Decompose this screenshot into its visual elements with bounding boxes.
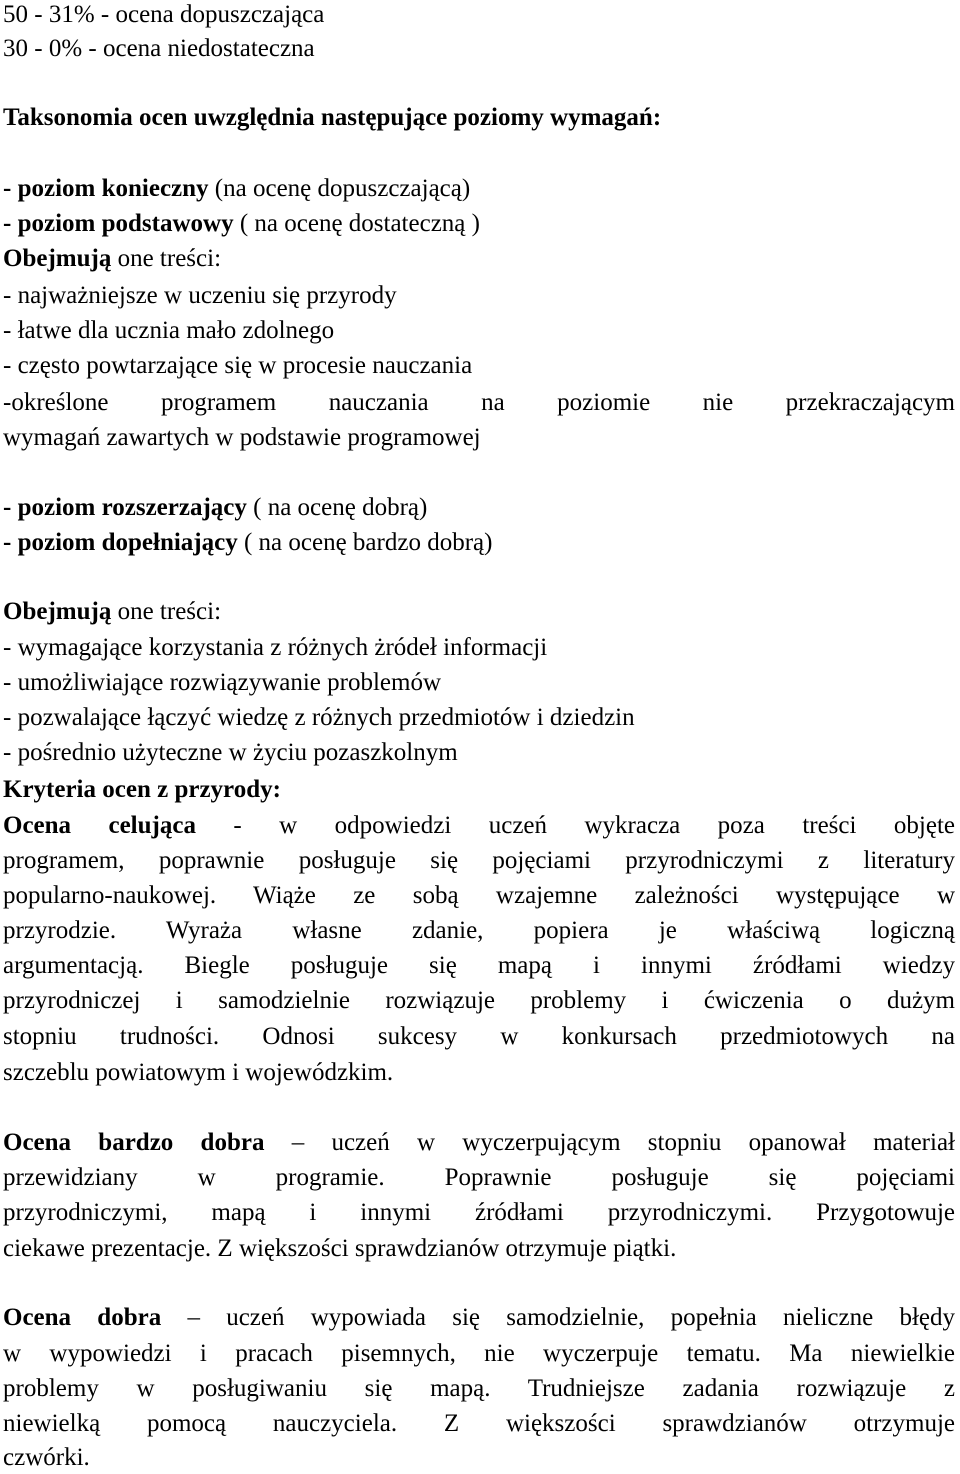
grade-description-line: [3, 811, 955, 841]
grade-description-line: przyrodniczymi, mapą i innymi źródłami przyrodniczymi. Przygotowuje: [3, 1199, 955, 1226]
content-item: - umożliwiające rozwiązywanie problemów: [3, 669, 442, 696]
grade-description-line: popularno-naukowej. Wiąże ze sobą wzajemne zależności występujące w: [3, 882, 955, 909]
content-heading-rest: one treści:: [111, 245, 222, 272]
level-line: [3, 174, 470, 204]
level-name: - poziom konieczny: [3, 175, 209, 202]
grade-description-line: programem, poprawnie posługuje się pojęciami przyrodniczymi z literatury: [3, 847, 955, 874]
content-item: -określone programem nauczania na poziomie nie przekraczającym: [3, 389, 955, 416]
grade-text: - w odpowiedzi uczeń wykracza poza treści objęte: [195, 812, 955, 839]
level-name: - poziom podstawowy: [3, 210, 234, 237]
grade-description-line: stopniu trudności. Odnosi sukcesy w konkursach przedmiotowych na: [3, 1023, 955, 1050]
grade-description-line: szczeblu powiatowym i wojewódzkim.: [3, 1059, 394, 1086]
content-item: - najważniejsze w uczeniu się przyrody: [3, 282, 397, 309]
grade-text: – uczeń wypowiada się samodzielnie, popełnia nieliczne błędy: [161, 1304, 955, 1331]
criteria-heading: Kryteria ocen z przyrody:: [3, 776, 281, 803]
level-line: [3, 209, 480, 239]
content-heading-bold: Obejmują: [3, 245, 112, 272]
level-line: [3, 528, 492, 558]
grade-description-line: problemy w posługiwaniu się mapą. Trudniejsze zadania rozwiązuje z: [3, 1375, 955, 1402]
content-heading-bold: Obejmują: [3, 598, 112, 625]
level-name: - poziom rozszerzający: [3, 494, 247, 521]
grade-description-line: niewielką pomocą nauczyciela. Z większości sprawdzianów otrzymuje: [3, 1410, 955, 1437]
content-item: wymagań zawartych w podstawie programowej: [3, 424, 481, 451]
content-heading: [3, 597, 221, 627]
content-item: - pozwalające łączyć wiedzę z różnych przedmiotów i dziedzin: [3, 704, 635, 731]
grade-name: Ocena dobra: [3, 1304, 162, 1331]
grade-description-line: [3, 1128, 955, 1158]
grade-description-line: przewidziany w programie. Poprawnie posługuje się pojęciami: [3, 1164, 955, 1191]
grade-description-line: przyrodzie. Wyraża własne zdanie, popiera je właściwą logiczną: [3, 917, 955, 944]
grade-description-line: argumentacją. Biegle posługuje się mapą i innymi źródłami wiedzy: [3, 952, 955, 979]
content-heading: [3, 244, 221, 274]
level-grade: ( na ocenę bardzo dobrą): [237, 529, 493, 556]
grade-description-line: w wypowiedzi i pracach pisemnych, nie wyczerpuje tematu. Ma niewielkie: [3, 1340, 955, 1367]
grade-name: Ocena bardzo dobra: [3, 1129, 265, 1156]
content-item: - łatwe dla ucznia mało zdolnego: [3, 317, 335, 344]
grade-description-line: czwórki.: [3, 1444, 90, 1471]
level-name: - poziom dopełniający: [3, 529, 238, 556]
taxonomy-heading: Taksonomia ocen uwzględnia następujące poziomy wymagań:: [3, 104, 662, 131]
content-heading-rest: one treści:: [111, 598, 222, 625]
content-item: - pośrednio użyteczne w życiu pozaszkolnym: [3, 739, 458, 766]
content-item: - wymagające korzystania z różnych żródeł informacji: [3, 634, 548, 661]
level-line: [3, 493, 427, 523]
grade-threshold-line: 30 - 0% - ocena niedostateczna: [3, 35, 315, 62]
grade-description-line: ciekawe prezentacje. Z większości sprawdzianów otrzymuje piątki.: [3, 1235, 677, 1262]
content-item: - często powtarzające się w procesie nauczania: [3, 352, 473, 379]
grade-description-line: przyrodniczej i samodzielnie rozwiązuje problemy i ćwiczenia o dużym: [3, 987, 955, 1014]
grade-description-line: [3, 1303, 955, 1333]
level-grade: ( na ocenę dobrą): [246, 494, 428, 521]
grade-name: Ocena celująca: [3, 812, 196, 839]
level-grade: (na ocenę dopuszczającą): [208, 175, 471, 202]
grade-threshold-line: 50 - 31% - ocena dopuszczająca: [3, 1, 325, 28]
grade-text: – uczeń w wyczerpującym stopniu opanował materiał: [264, 1129, 955, 1156]
level-grade: ( na ocenę dostateczną ): [233, 210, 480, 237]
